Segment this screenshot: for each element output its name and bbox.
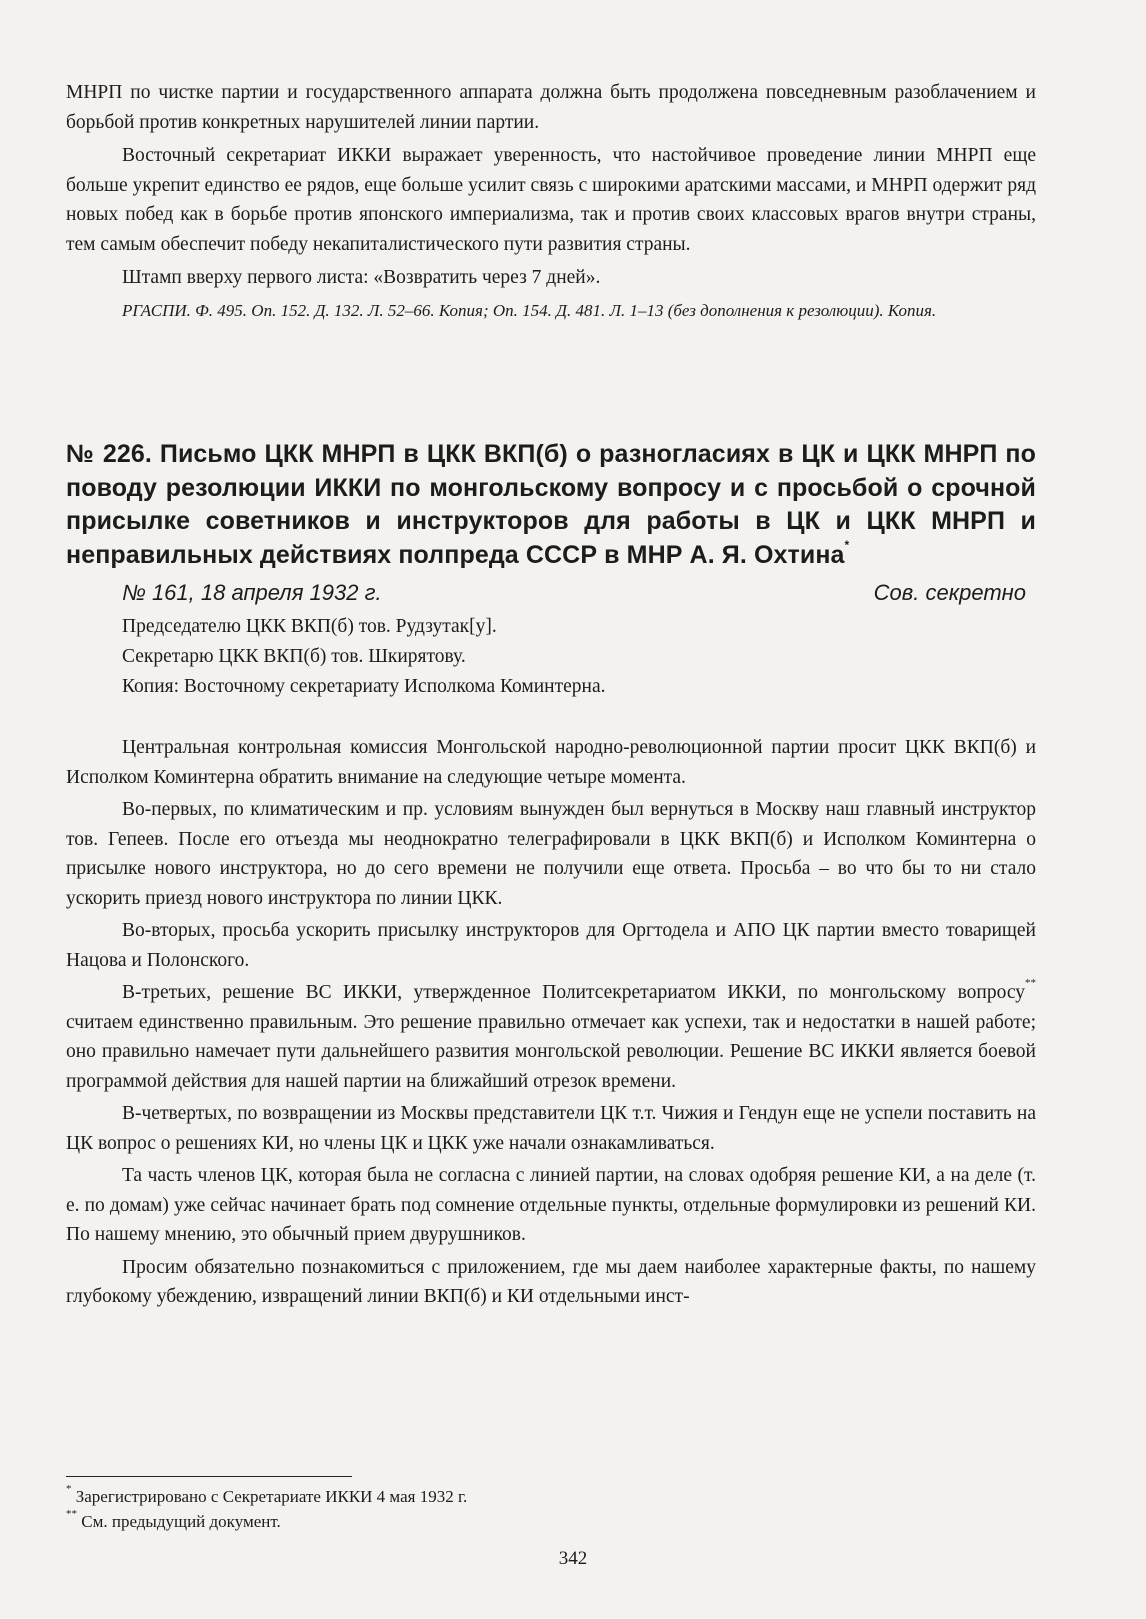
document-meta (66, 578, 1036, 608)
classification: Сов. секретно (873, 580, 1026, 605)
paragraph: Во-вторых, просьба ускорить присылку инструкторов для Оргтодела и АПО ЦК партии вместо товарищей Нацова и Полонского. (66, 920, 1036, 971)
paragraph: Центральная контрольная комиссия Монгольской народно-революционной партии просит ЦКК ВКП(б) и Исполком Коминтерна обратить внимание на следующие четыре момента. (66, 737, 1036, 788)
archive-source: РГАСПИ. Ф. 495. Оп. 152. Д. 132. Л. 52–66. Копия; Оп. 154. Д. 481. Л. 1–13 (без дополнения к резолюции). Копия. (122, 300, 937, 320)
footnotes (66, 1484, 1036, 1534)
document-title: № 226. Письмо ЦКК МНРП в ЦКК ВКП(б) о разногласиях в ЦК и ЦКК МНРП по поводу резолюции ИККИ по монгольскому вопросу и с просьбой о срочной присылке советников и инструкторов для работы в ЦК и ЦКК МНРП и неправильных действиях полпреда СССР в МНР А. Я. Охтина* (66, 440, 1036, 569)
footnote-divider (66, 1476, 352, 1477)
addressee: Председателю ЦКК ВКП(б) тов. Рудзутак[у]. (122, 616, 497, 637)
paragraph: В-третьих, решение ВС ИККИ, утвержденное Политсекретариатом ИККИ, по монгольскому вопросу** считаем единственно правильным. Это решение правильно отмечает как успехи, так и недостатки в нашей работе; оно правильно намечает пути дальнейшего развития монгольской революции. Решение ВС ИККИ является боевой программой действия для нашей партии на ближайший отрезок времени. (66, 977, 1036, 1092)
addressees (66, 612, 1036, 702)
paragraph: Восточный секретариат ИККИ выражает уверенность, что настойчивое проведение линии МНРП еще больше укрепит единство ее рядов, еще больше усилит связь с широкими аратскими массами, и МНРП одержит ряд новых побед как в борьбе против японского империализма, так и против своих классовых врагов внутри страны, тем самым обеспечит победу некапиталистического пути развития страны. (66, 145, 1036, 255)
paragraph: Во-первых, по климатическим и пр. условиям вынужден был вернуться в Москву наш главный инструктор тов. Гепеев. После его отъезда мы неоднократно телеграфировали в ЦКК ВКП(б) и Исполком Коминтерна о присылке нового инструктора, но до сего времени не получили еще ответа. Просьба – во что бы то ни стало ускорить приезд нового инструктора по линии ЦКК. (66, 799, 1036, 909)
page-number: 342 (558, 1548, 588, 1569)
paragraph: Просим обязательно познакомиться с приложением, где мы даем наиболее характерные факты, по нашему глубокому убеждению, извращений линии ВКП(б) и КИ отдельными инст- (66, 1256, 1036, 1307)
continuation-text (66, 78, 1036, 324)
paragraph: МНРП по чистке партии и государственного аппарата должна быть продолжена повседневным разоблачением и борьбой против конкретных нарушителей линии партии. (66, 82, 1036, 133)
footnote: * Зарегистрировано с Секретариате ИККИ 4 мая 1932 г. (66, 1483, 468, 1506)
footnote: ** См. предыдущий документ. (66, 1508, 281, 1531)
addressee: Копия: Восточному секретариату Исполкома Коминтерна. (122, 676, 606, 697)
paragraph: Та часть членов ЦК, которая была не согласна с линией партии, на словах одобряя решение КИ, а на деле (т. е. по домам) уже сейчас начинает брать под сомнение отдельные пункты, отдельные формулировки из решений КИ. По нашему мнению, это обычный прием двурушников. (66, 1165, 1036, 1245)
document-number-date: № 161, 18 апреля 1932 г. (122, 580, 382, 605)
stamp-note: Штамп вверху первого листа: «Возвратить через 7 дней». (122, 267, 601, 288)
document-header (66, 438, 1036, 608)
footnote-mark: * (844, 537, 850, 552)
paragraph: В-четвертых, по возвращении из Москвы представители ЦК т.т. Чижия и Гендун еще не успели поставить на ЦК вопрос о решениях КИ, но члены ЦК и ЦКК уже начали ознакамливаться. (66, 1103, 1036, 1154)
footnote-mark: ** (1025, 977, 1036, 989)
addressee: Секретарю ЦКК ВКП(б) тов. Шкирятову. (122, 646, 466, 667)
letter-body (66, 733, 1036, 1312)
